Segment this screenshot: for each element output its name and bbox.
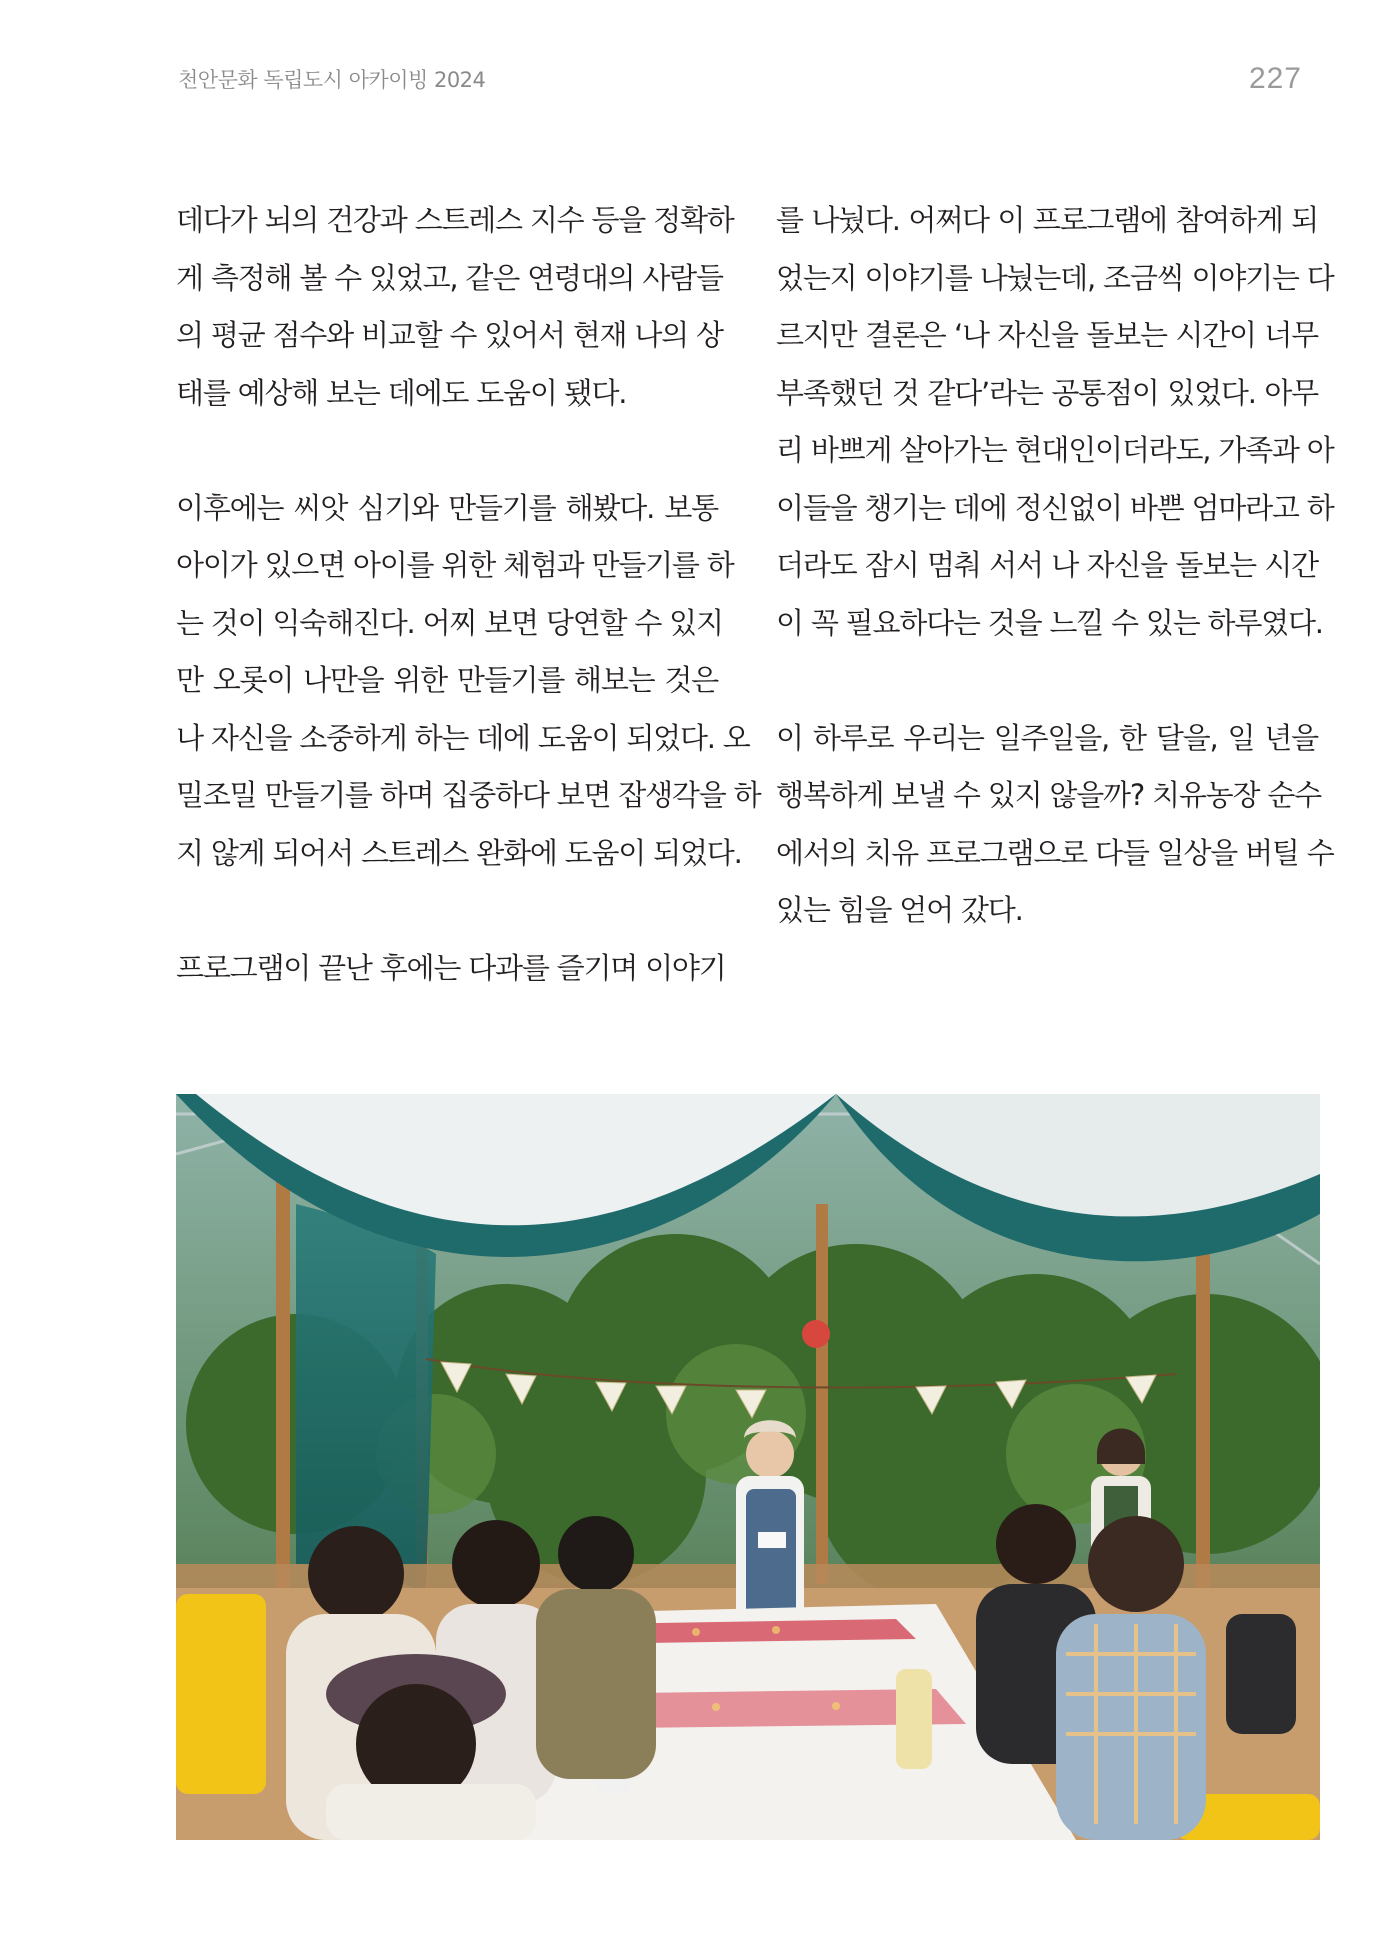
- paragraph: [176, 480, 761, 883]
- paragraph: [176, 192, 734, 422]
- workshop-photo: [176, 1094, 1320, 1840]
- text-line: 이 하루로 우리는 일주일을, 한 달을, 일 년을: [776, 720, 1318, 755]
- text-line: 의 평균 점수와 비교할 수 있어서 현재 나의 상: [176, 318, 723, 352]
- text-line: 르지만 결론은 ‘나 자신을 돌보는 시간이 너무: [776, 318, 1318, 352]
- paragraph: [176, 940, 726, 998]
- text-line: 이후에는 씨앗 심기와 만들기를 해봤다. 보통: [176, 490, 718, 525]
- text-line: 태를 예상해 보는 데에도 도움이 됐다.: [176, 375, 627, 410]
- running-title: 천안문화 독립도시 아카이빙 2024: [178, 68, 486, 92]
- text-line: 나 자신을 소중하게 하는 데에 도움이 되었다. 오: [176, 720, 750, 755]
- text-line: 리 바쁘게 살아가는 현대인이더라도, 가족과 아: [776, 433, 1334, 467]
- left-text-column: [176, 192, 761, 1055]
- text-line: 었는지 이야기를 나눴는데, 조금씩 이야기는 다: [776, 260, 1334, 295]
- text-line: 데다가 뇌의 건강과 스트레스 지수 등을 정확하: [176, 203, 734, 237]
- toy-monkey: [802, 1320, 830, 1348]
- text-line: 는 것이 익숙해진다. 어찌 보면 당연할 수 있지: [176, 605, 723, 640]
- paragraph: [776, 192, 1334, 652]
- text-line: 있는 힘을 얻어 갔다.: [776, 893, 1023, 927]
- text-line: 밀조밀 만들기를 하며 집중하다 보면 잡생각을 하: [176, 778, 761, 812]
- paragraph: [776, 710, 1334, 940]
- water-bottle: [896, 1669, 932, 1769]
- text-line: 이 꼭 필요하다는 것을 느낄 수 있는 하루였다.: [776, 605, 1323, 640]
- text-line: 부족했던 것 같다’라는 공통점이 있었다. 아무: [776, 375, 1318, 410]
- right-text-column: [776, 192, 1334, 997]
- text-line: 를 나눴다. 어쩌다 이 프로그램에 참여하게 되: [776, 203, 1318, 237]
- text-line: 더라도 잠시 멈춰 서서 나 자신을 돌보는 시간: [776, 548, 1318, 582]
- text-line: 프로그램이 끝난 후에는 다과를 즐기며 이야기: [176, 950, 726, 985]
- text-line: 행복하게 보낼 수 있지 않을까? 치유농장 순수: [776, 778, 1321, 812]
- instructor: [736, 1420, 804, 1629]
- text-line: 지 않게 되어서 스트레스 완화에 도움이 되었다.: [176, 835, 742, 870]
- text-line: 게 측정해 볼 수 있었고, 같은 연령대의 사람들: [176, 260, 723, 295]
- text-line: 에서의 치유 프로그램으로 다들 일상을 버틸 수: [776, 835, 1334, 870]
- page-number: 227: [1248, 62, 1302, 95]
- text-line: 만 오롯이 나만을 위한 만들기를 해보는 것은: [176, 663, 718, 697]
- backpack: [1226, 1614, 1296, 1734]
- text-line: 이들을 챙기는 데에 정신없이 바쁜 엄마라고 하: [776, 490, 1334, 525]
- text-line: 아이가 있으면 아이를 위한 체험과 만들기를 하: [176, 548, 734, 582]
